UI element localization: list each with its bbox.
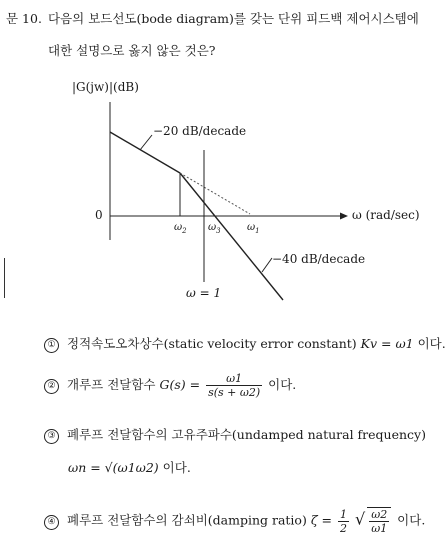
question-number: 문 10. [6, 11, 42, 26]
half-fraction: $\frac{1}{2}$ [340, 507, 348, 535]
option-text-end: 이다. [417, 336, 446, 351]
option-marker: ① [44, 338, 59, 353]
question-stem-line2: 대한 설명으로 옳지 않은 것은? [48, 43, 216, 58]
option-marker: ④ [44, 515, 59, 530]
omega3-label: $\omega_3$ [208, 222, 221, 235]
option-text: 폐루프 전달함수의 고유주파수(undamped natural frequency) [67, 427, 426, 442]
option-3-line2 [68, 458, 191, 476]
omega-one-label: ω = 1 [186, 286, 222, 300]
option-2[interactable] [44, 372, 296, 399]
omega2-label: $\omega_2$ [174, 222, 187, 235]
margin-bar [4, 258, 5, 298]
zero-label: 0 [95, 208, 103, 222]
option-3[interactable] [44, 425, 426, 444]
slope-20-label: −20 dB/decade [153, 124, 247, 138]
slope-40-line [180, 173, 283, 300]
option-marker: ③ [44, 429, 59, 444]
option-text-end: 이다. [162, 460, 191, 475]
slope40-leader [262, 258, 272, 272]
option-1[interactable] [44, 334, 446, 353]
x-axis-arrow [340, 213, 348, 220]
slope-40-label: −40 dB/decade [272, 252, 366, 266]
option-text: 정적속도오차상수(static velocity error constant) [67, 336, 361, 351]
option-marker: ② [44, 379, 59, 394]
option-math-lhs: G(s) = [159, 377, 201, 392]
slope-20-line [110, 132, 180, 173]
omega1-label: $\omega_1$ [247, 222, 260, 235]
slope20-leader [140, 135, 152, 150]
option-text: 폐루프 전달함수의 감쇠비(damping ratio) [67, 512, 311, 528]
option-text-end: 이다. [397, 512, 426, 528]
option-math-lhs: ζ = [310, 512, 333, 528]
natural-frequency-math: ωn = √(ω1ω2) [68, 460, 159, 475]
sqrt-fraction: $\frac{\omega 2}{\omega 1}$ [367, 507, 391, 535]
option-math: Kv = ω1 [360, 336, 414, 351]
option-text: 개루프 전달함수 [67, 377, 160, 392]
asymptote-dotted-line [180, 173, 250, 214]
option-4[interactable]: ④ 폐루프 전달함수의 감쇠비(damping ratio) ζ = $\frac{1}{2}$ √ $\frac{\omega 2}{\omega 1}$ 이다. [44, 507, 425, 535]
x-axis-label: ω (rad/sec) [352, 208, 420, 222]
question-stem-line1: 다음의 보드선도(bode diagram)를 갖는 단위 피드백 제어시스템에 [48, 11, 419, 26]
y-axis-label: |G(jw)|(dB) [72, 80, 139, 94]
transfer-function-fraction: $\frac{\omega 1}{s(s + \omega 2)}$ [208, 372, 261, 399]
option-text-end: 이다. [268, 377, 297, 392]
